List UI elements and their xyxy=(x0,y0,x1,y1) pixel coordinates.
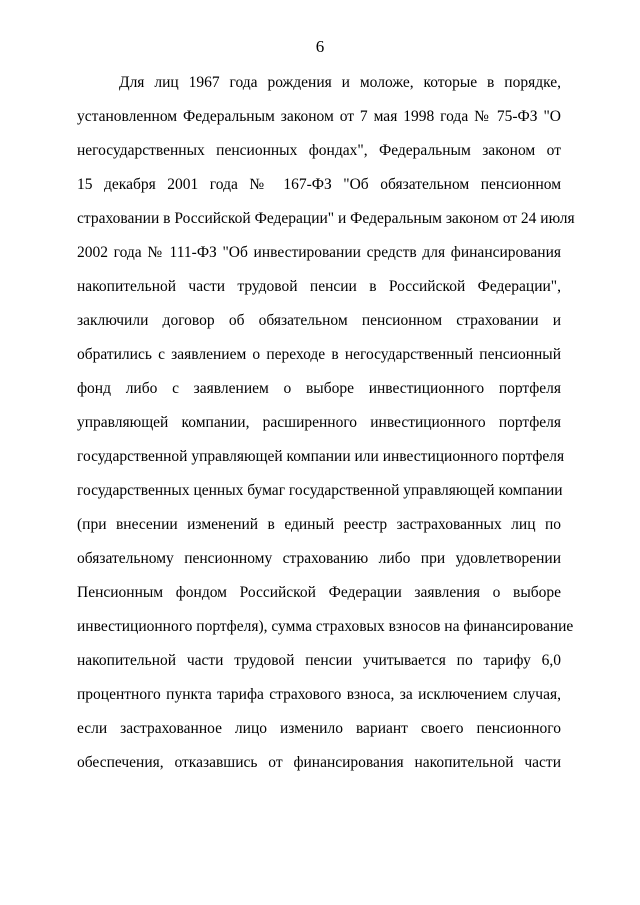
text-line: процентного пункта тарифа страхового взноса, за исключением случая, xyxy=(77,686,561,703)
text-line: страховании в Российской Федерации" и Федеральным законом от 24 июля xyxy=(77,210,575,227)
text-line: обеспечения, отказавшись от финансирования накопительной части xyxy=(77,754,561,771)
text-line: (при внесении изменений в единый реестр застрахованных лиц по xyxy=(77,516,561,533)
text-line: установленном Федеральным законом от 7 мая 1998 года № 75-ФЗ "О xyxy=(77,108,561,125)
text-line: накопительной части трудовой пенсии учитывается по тарифу 6,0 xyxy=(77,652,561,669)
text-line: накопительной части трудовой пенсии в Российской Федерации", xyxy=(77,278,561,295)
text-line: обратились с заявлением о переходе в негосударственный пенсионный xyxy=(77,346,561,363)
text-line: негосударственных пенсионных фондах", Федеральным законом от xyxy=(77,142,561,159)
text-line: если застрахованное лицо изменило вариант своего пенсионного xyxy=(77,720,561,737)
body-paragraph xyxy=(77,66,575,780)
text-line: инвестиционного портфеля), сумма страховых взносов на финансирование xyxy=(77,618,574,635)
page-number: 6 xyxy=(315,37,325,56)
text-line: обязательному пенсионному страхованию либо при удовлетворении xyxy=(77,550,561,567)
text-line: Пенсионным фондом Российской Федерации заявления о выборе xyxy=(77,584,561,601)
text-line: 2002 года № 111-ФЗ "Об инвестировании средств для финансирования xyxy=(77,244,561,261)
text-line: управляющей компании, расширенного инвестиционного портфеля xyxy=(77,414,561,431)
text-line: фонд либо с заявлением о выборе инвестиционного портфеля xyxy=(77,380,561,397)
text-line: Для лиц 1967 года рождения и моложе, которые в порядке, xyxy=(119,74,561,91)
text-line: государственных ценных бумаг государственной управляющей компании xyxy=(77,482,563,499)
text-line: 15 декабря 2001 года № 167-ФЗ "Об обязательном пенсионном xyxy=(77,176,561,193)
text-line: заключили договор об обязательном пенсионном страховании и xyxy=(77,312,561,329)
text-line: государственной управляющей компании или инвестиционного портфеля xyxy=(77,448,565,465)
